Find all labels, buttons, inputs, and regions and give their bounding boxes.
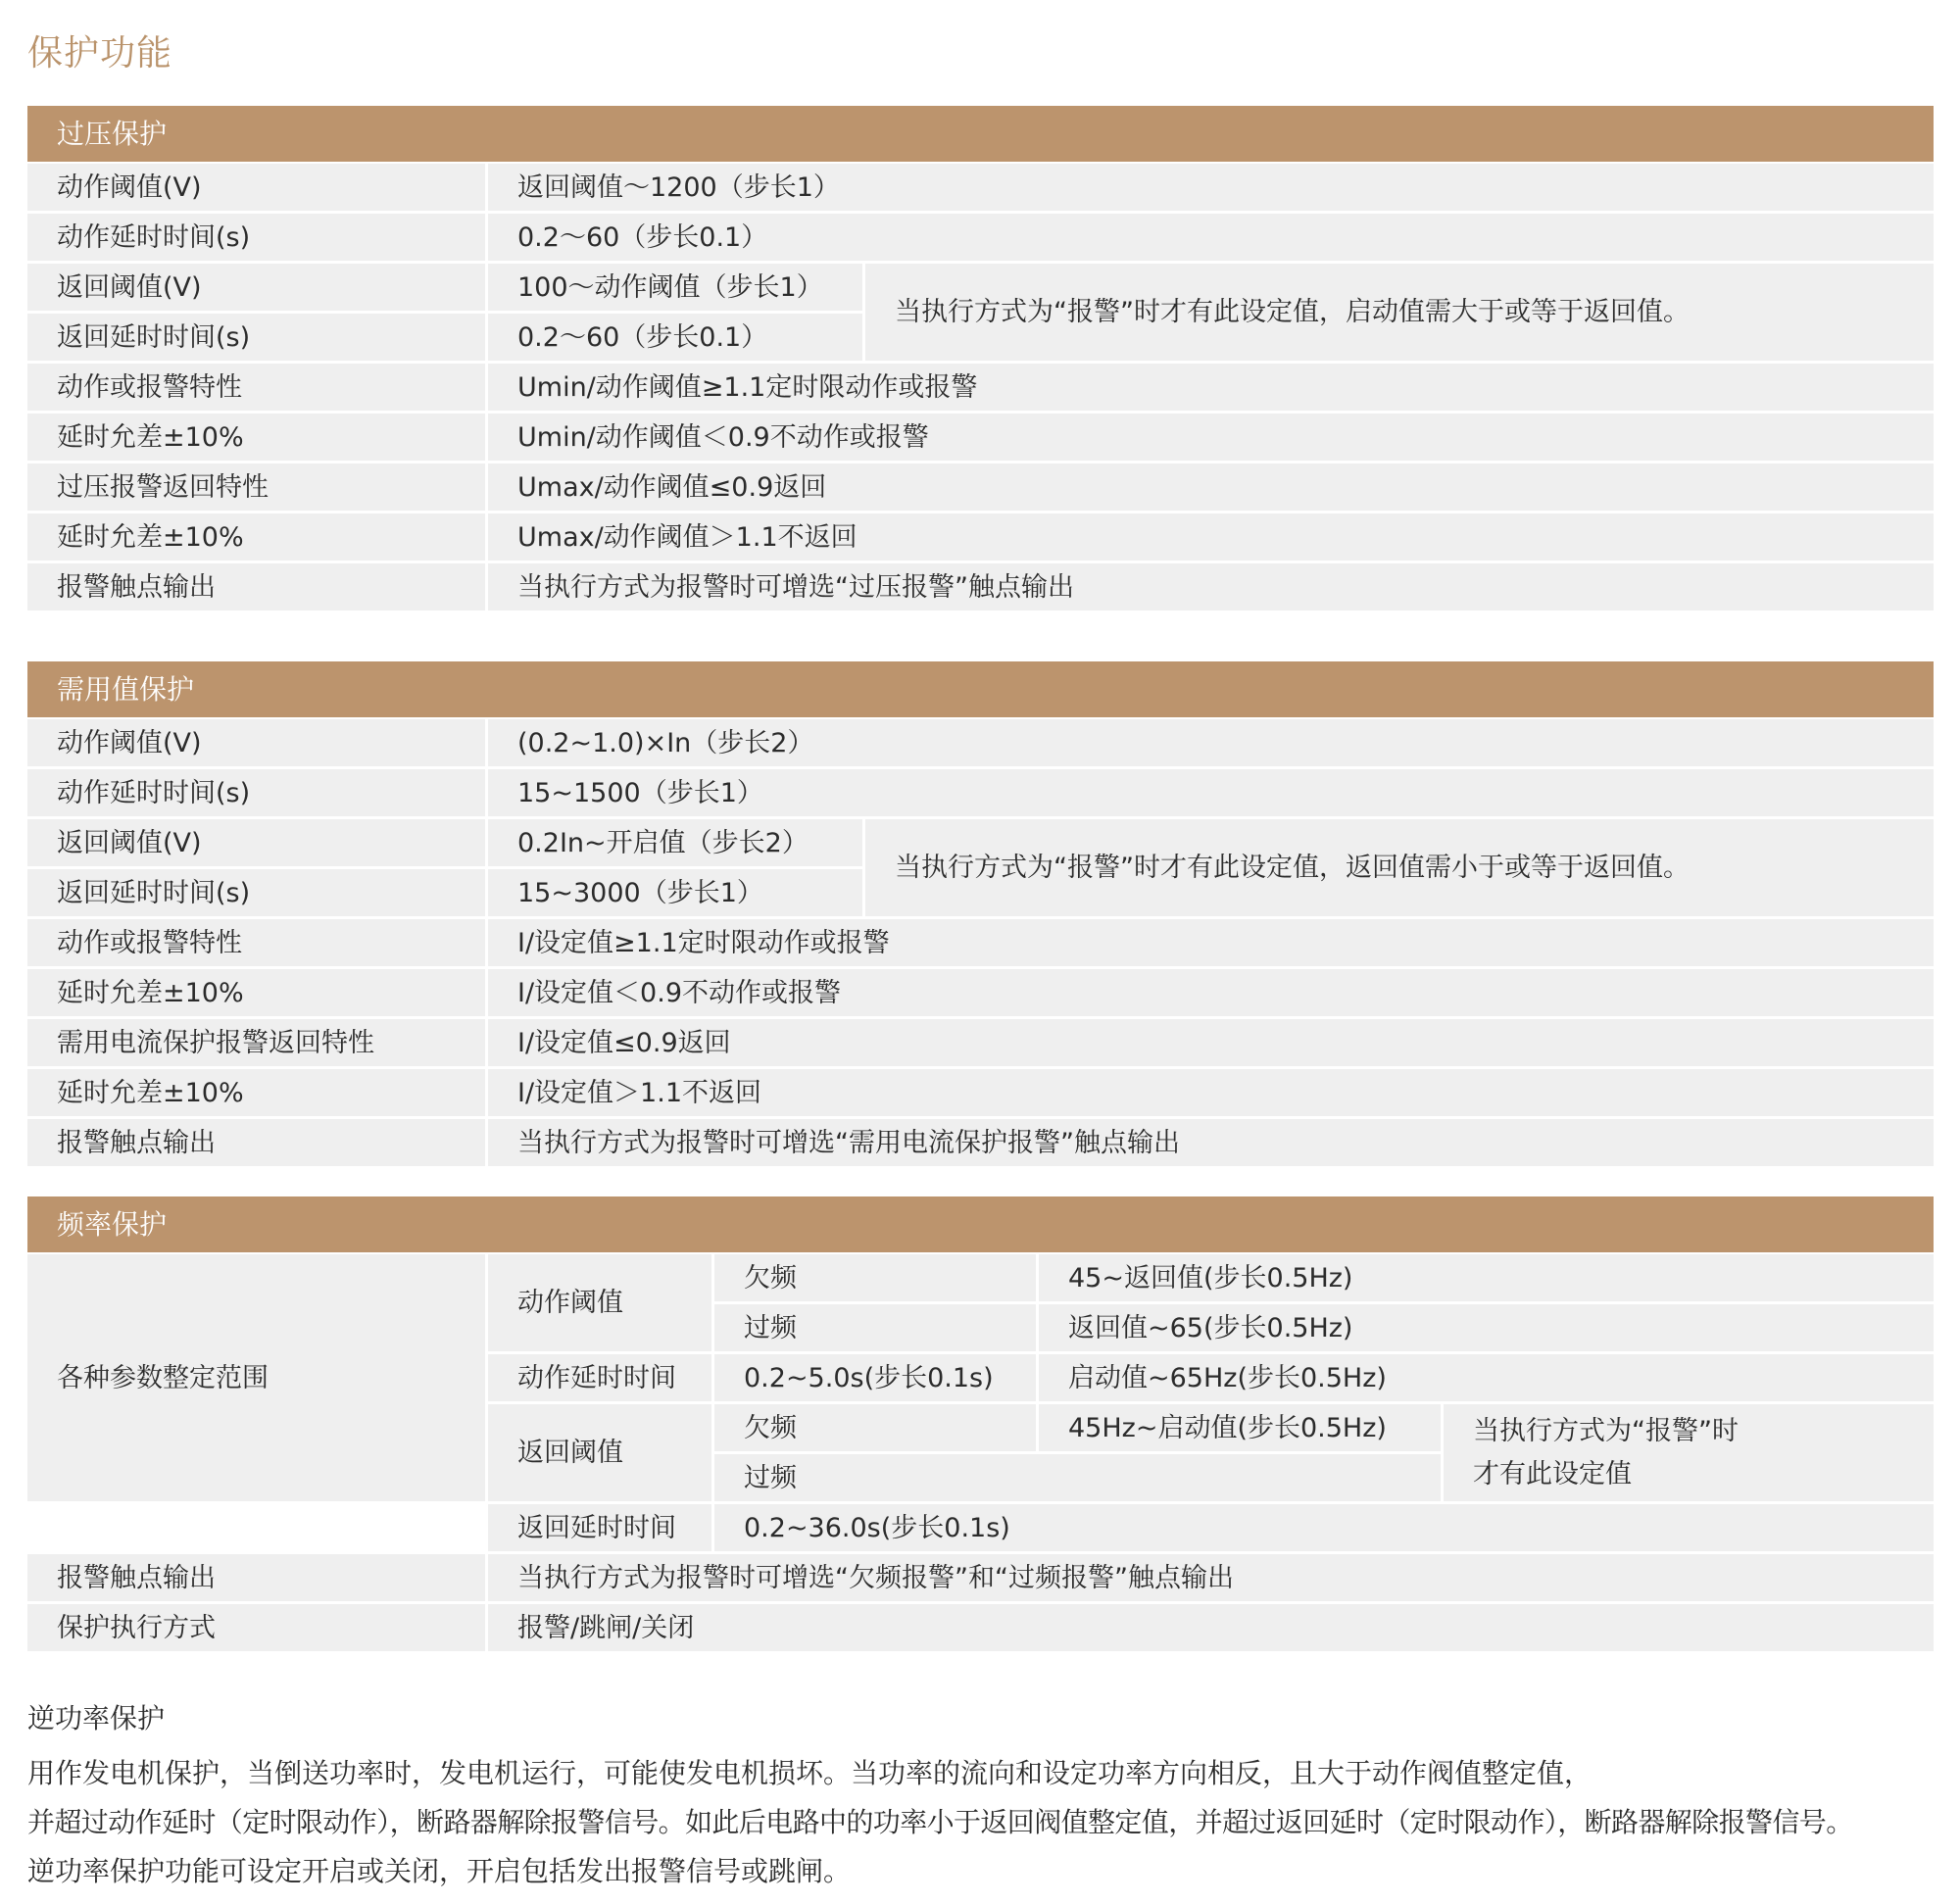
dm-label-4: 动作或报警特性 xyxy=(27,919,485,966)
demand-section xyxy=(27,661,1934,1178)
freq-delay-label: 动作延时时间 xyxy=(488,1354,711,1401)
dm-value-4: I/设定值≥1.1定时限动作或报警 xyxy=(488,919,1934,966)
dm-label-8: 报警触点输出 xyxy=(27,1119,485,1166)
ov-value-1: 0.2～60（步长0.1） xyxy=(488,214,1934,261)
dm-label-0: 动作阈值(V) xyxy=(27,719,485,766)
dm-label-1: 动作延时时间(s) xyxy=(27,769,485,816)
dm-label-6: 需用电流保护报警返回特性 xyxy=(27,1019,485,1066)
freq-return-delay-label: 返回延时时间 xyxy=(488,1504,711,1551)
overvoltage-table xyxy=(27,162,1934,715)
dm-value-3: 15~3000（步长1） xyxy=(488,869,862,916)
ov-label-1: 动作延时时间(s) xyxy=(27,214,485,261)
reverse-power-line-1: 用作发电机保护，当倒送功率时，发电机运行，可能使发电机损坏。当功率的流向和设定功率方向相反，且大于动作阀值整定值， xyxy=(27,1757,1592,1789)
dm-value-2: 0.2In~开启值（步长2） xyxy=(488,819,862,866)
ov-label-6: 过压报警返回特性 xyxy=(27,464,485,511)
frequency-section xyxy=(27,1196,1934,1654)
freq-action-threshold-label: 动作阈值 xyxy=(488,1254,711,1351)
reverse-power-line-3: 逆功率保护功能可设定开启或关闭，开启包括发出报警信号或跳闸。 xyxy=(27,1855,852,1887)
ov-label-3: 返回延时时间(s) xyxy=(27,314,485,361)
freq-act-over-label: 过频 xyxy=(714,1304,1036,1351)
dm-label-7: 延时允差±10% xyxy=(27,1069,485,1116)
demand-header: 需用值保护 xyxy=(27,661,1934,717)
ov-value-2: 100～动作阈值（步长1） xyxy=(488,264,862,311)
dm-value-5: I/设定值＜0.9不动作或报警 xyxy=(488,969,1934,1016)
freq-note xyxy=(1444,1404,1934,1501)
freq-ret-under-value: 45Hz~启动值(步长0.5Hz) xyxy=(1039,1404,1441,1451)
dm-note: 当执行方式为“报警”时才有此设定值，返回值需小于或等于返回值。 xyxy=(865,819,1934,916)
dm-value-8: 当执行方式为报警时可增选“需用电流保护报警”触点输出 xyxy=(488,1119,1934,1166)
freq-ret-under-label: 欠频 xyxy=(714,1404,1036,1451)
freq-return-threshold-label: 返回阈值 xyxy=(488,1404,711,1501)
dm-value-7: I/设定值＞1.1不返回 xyxy=(488,1069,1934,1116)
ov-value-0: 返回阈值～1200（步长1） xyxy=(488,164,1934,211)
dm-value-1: 15~1500（步长1） xyxy=(488,769,1934,816)
ov-label-8: 报警触点输出 xyxy=(27,563,485,610)
dm-label-3: 返回延时时间(s) xyxy=(27,869,485,916)
overvoltage-section xyxy=(27,106,1934,715)
frequency-header: 频率保护 xyxy=(27,1196,1934,1252)
freq-ret-over-label: 过频 xyxy=(714,1454,1441,1501)
ov-value-4: Umin/动作阈值≥1.1定时限动作或报警 xyxy=(488,364,1934,411)
frequency-table xyxy=(27,1252,1934,1654)
ov-label-0: 动作阈值(V) xyxy=(27,164,485,211)
freq-mode-label: 保护执行方式 xyxy=(27,1604,485,1651)
dm-label-2: 返回阈值(V) xyxy=(27,819,485,866)
overvoltage-header: 过压保护 xyxy=(27,106,1934,162)
ov-value-6: Umax/动作阈值≤0.9返回 xyxy=(488,464,1934,511)
freq-range-label: 各种参数整定范围 xyxy=(27,1254,485,1501)
ov-value-3: 0.2～60（步长0.1） xyxy=(488,314,862,361)
freq-alarm-label: 报警触点输出 xyxy=(27,1554,485,1601)
ov-note: 当执行方式为“报警”时才有此设定值，启动值需大于或等于返回值。 xyxy=(865,264,1934,361)
freq-note-line2: 才有此设定值 xyxy=(1473,1458,1632,1489)
freq-delay-value2: 启动值~65Hz(步长0.5Hz) xyxy=(1039,1354,1934,1401)
freq-delay-value: 0.2~5.0s(步长0.1s) xyxy=(714,1354,1036,1401)
ov-value-5: Umin/动作阈值＜0.9不动作或报警 xyxy=(488,414,1934,461)
freq-act-under-value: 45~返回值(步长0.5Hz) xyxy=(1039,1254,1934,1301)
dm-value-0: (0.2~1.0)×In（步长2） xyxy=(488,719,1934,766)
ov-value-8: 当执行方式为报警时可增选“过压报警”触点输出 xyxy=(488,563,1934,610)
ov-label-7: 延时允差±10% xyxy=(27,513,485,561)
reverse-power-line-2: 并超过动作延时（定时限动作），断路器解除报警信号。如此后电路中的功率小于返回阀值整定值，并超过返回延时（定时限动作），断路器解除报警信号。 xyxy=(27,1806,1853,1838)
ov-label-2: 返回阈值(V) xyxy=(27,264,485,311)
freq-return-delay-value: 0.2~36.0s(步长0.1s) xyxy=(714,1504,1934,1551)
reverse-power-title: 逆功率保护 xyxy=(27,1702,166,1734)
freq-act-under-label: 欠频 xyxy=(714,1254,1036,1301)
freq-mode-value: 报警/跳闸/关闭 xyxy=(488,1604,1934,1651)
ov-label-5: 延时允差±10% xyxy=(27,414,485,461)
freq-alarm-value: 当执行方式为报警时可增选“欠频报警”和“过频报警”触点输出 xyxy=(488,1554,1934,1601)
demand-table xyxy=(27,717,1934,1178)
freq-note-line1: 当执行方式为“报警”时 xyxy=(1473,1416,1739,1447)
page-title: 保护功能 xyxy=(27,33,173,73)
freq-act-over-value: 返回值~65(步长0.5Hz) xyxy=(1039,1304,1934,1351)
ov-value-7: Umax/动作阈值＞1.1不返回 xyxy=(488,513,1934,561)
ov-label-4: 动作或报警特性 xyxy=(27,364,485,411)
dm-label-5: 延时允差±10% xyxy=(27,969,485,1016)
dm-value-6: I/设定值≤0.9返回 xyxy=(488,1019,1934,1066)
